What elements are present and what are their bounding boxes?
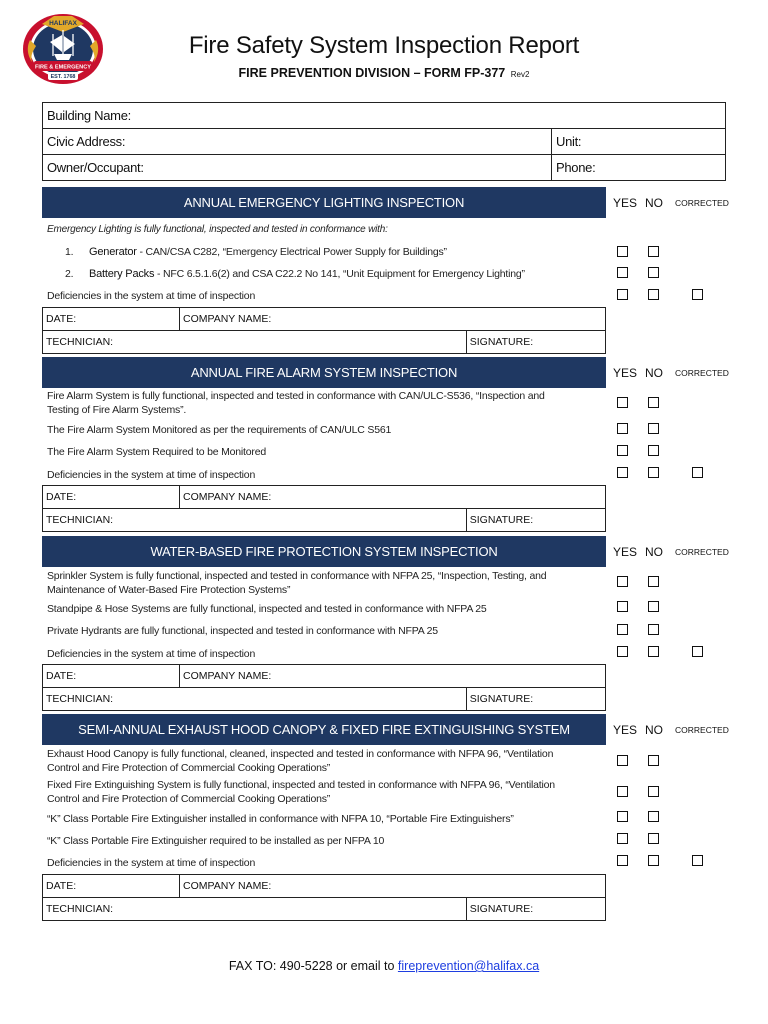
technician-field[interactable]: TECHNICIAN:: [43, 509, 467, 532]
item-number: 1.: [65, 246, 74, 258]
item-text: - NFC 6.5.1.6(2) and CSA C22.2 No 141, “Unit Equipment for Emergency Lighting”: [154, 268, 525, 280]
yes-checkbox[interactable]: [617, 576, 628, 587]
yes-checkbox[interactable]: [617, 646, 628, 657]
no-checkbox[interactable]: [648, 646, 659, 657]
signoff-table: [42, 307, 606, 354]
fax-text: FAX TO: 490-5228 or email to: [228, 959, 398, 973]
item-number: 2.: [65, 268, 74, 280]
section-title: WATER-BASED FIRE PROTECTION SYSTEM INSPECTION: [42, 536, 606, 567]
no-checkbox[interactable]: [648, 811, 659, 822]
section-title: ANNUAL FIRE ALARM SYSTEM INSPECTION: [42, 357, 606, 388]
no-checkbox[interactable]: [648, 576, 659, 587]
deficiency-row: Deficiencies in the system at time of inspection: [47, 290, 256, 302]
corrected-header: CORRECTED: [675, 725, 729, 735]
corrected-checkbox[interactable]: [692, 289, 703, 300]
date-field[interactable]: DATE:: [43, 486, 180, 509]
deficiency-row: Deficiencies in the system at time of inspection: [47, 469, 256, 481]
checklist-item: The Fire Alarm System Required to be Monitored: [47, 446, 266, 458]
logo-est-text: EST. 1768: [50, 74, 76, 80]
no-checkbox[interactable]: [648, 833, 659, 844]
company-name-field[interactable]: COMPANY NAME:: [180, 875, 606, 898]
item-line: Exhaust Hood Canopy is fully functional, cleaned, inspected and tested in conformance with NFPA 96, “Ventilation: [47, 748, 554, 760]
date-field[interactable]: DATE:: [43, 875, 180, 898]
logo-top-text: HALIFAX: [49, 20, 77, 27]
section-title: ANNUAL EMERGENCY LIGHTING INSPECTION: [42, 187, 606, 218]
section-title: SEMI-ANNUAL EXHAUST HOOD CANOPY & FIXED FIRE EXTINGUISHING SYSTEM: [42, 714, 606, 745]
logo-band-text: FIRE & EMERGENCY: [35, 64, 91, 71]
checklist-item: [47, 778, 607, 806]
yes-header: YES: [613, 723, 638, 737]
item-line: Control and Fire Protection of Commercial Cooking Operations”: [47, 762, 331, 774]
yes-checkbox[interactable]: [617, 267, 628, 278]
no-header: NO: [645, 366, 663, 380]
corrected-checkbox[interactable]: [692, 855, 703, 866]
no-checkbox[interactable]: [648, 601, 659, 612]
corrected-header: CORRECTED: [675, 547, 729, 557]
yes-checkbox[interactable]: [617, 624, 628, 635]
signoff-table: [42, 485, 606, 532]
item-line: Maintenance of Water-Based Fire Protection Systems”: [47, 584, 291, 596]
no-checkbox[interactable]: [648, 855, 659, 866]
checklist-item: [47, 389, 607, 417]
checklist-item: [47, 267, 607, 281]
deficiency-row: Deficiencies in the system at time of inspection: [47, 648, 256, 660]
yes-checkbox[interactable]: [617, 601, 628, 612]
phone-field[interactable]: Phone:: [552, 155, 726, 181]
checklist-item: Standpipe & Hose Systems are fully functional, inspected and tested in conformance with NFPA 25: [47, 603, 487, 615]
yes-checkbox[interactable]: [617, 811, 628, 822]
yes-checkbox[interactable]: [617, 445, 628, 456]
no-checkbox[interactable]: [648, 467, 659, 478]
company-name-field[interactable]: COMPANY NAME:: [180, 308, 606, 331]
technician-field[interactable]: TECHNICIAN:: [43, 898, 467, 921]
yes-checkbox[interactable]: [617, 855, 628, 866]
signoff-table: [42, 874, 606, 921]
checklist-item: The Fire Alarm System Monitored as per the requirements of CAN/ULC S561: [47, 424, 392, 436]
no-checkbox[interactable]: [648, 397, 659, 408]
item-line: Testing of Fire Alarm Systems”.: [47, 404, 187, 416]
page-title: Fire Safety System Inspection Report: [188, 32, 580, 59]
yes-checkbox[interactable]: [617, 786, 628, 797]
form-revision: Rev2: [510, 70, 530, 79]
yes-checkbox[interactable]: [617, 246, 628, 257]
signature-field[interactable]: SIGNATURE:: [466, 688, 605, 711]
yes-checkbox[interactable]: [617, 423, 628, 434]
no-checkbox[interactable]: [648, 755, 659, 766]
checklist-item: “K” Class Portable Fire Extinguisher required to be installed as per NFPA 10: [47, 835, 385, 847]
yes-header: YES: [613, 366, 638, 380]
unit-field[interactable]: Unit:: [552, 129, 726, 155]
item-bold: Generator: [89, 246, 137, 258]
form-subtitle: [110, 66, 658, 80]
date-field[interactable]: DATE:: [43, 308, 180, 331]
building-name-field[interactable]: Building Name:: [43, 103, 726, 129]
checklist-item: [47, 569, 607, 597]
signoff-table: [42, 664, 606, 711]
section-intro: Emergency Lighting is fully functional, inspected and tested in conformance with:: [47, 224, 388, 235]
corrected-header: CORRECTED: [675, 368, 729, 378]
halifax-fire-logo-icon: [20, 12, 106, 86]
no-checkbox[interactable]: [648, 246, 659, 257]
no-header: NO: [645, 545, 663, 559]
corrected-checkbox[interactable]: [692, 467, 703, 478]
yes-header: YES: [613, 196, 638, 210]
yes-checkbox[interactable]: [617, 289, 628, 300]
date-field[interactable]: DATE:: [43, 665, 180, 688]
checklist-item: Private Hydrants are fully functional, inspected and tested in conformance with NFPA 25: [47, 625, 438, 637]
no-header: NO: [645, 723, 663, 737]
yes-checkbox[interactable]: [617, 755, 628, 766]
technician-field[interactable]: TECHNICIAN:: [43, 331, 467, 354]
item-line: Fixed Fire Extinguishing System is fully functional, inspected and tested in conformance with NFPA 96, “Ventilation: [47, 779, 555, 791]
company-name-field[interactable]: COMPANY NAME:: [180, 486, 606, 509]
checklist-item: [47, 747, 607, 775]
corrected-checkbox[interactable]: [692, 646, 703, 657]
item-line: Sprinkler System is fully functional, inspected and tested in conformance with NFPA 25, “Inspection, Testing, and: [47, 570, 547, 582]
footer-contact: [0, 959, 768, 973]
no-checkbox[interactable]: [648, 267, 659, 278]
no-header: NO: [645, 196, 663, 210]
item-line: Fire Alarm System is fully functional, inspected and tested in conformance with CAN/ULC-S536, “Inspection and: [47, 390, 545, 402]
item-line: Control and Fire Protection of Commercial Cooking Operations”: [47, 793, 331, 805]
company-name-field[interactable]: COMPANY NAME:: [180, 665, 606, 688]
yes-checkbox[interactable]: [617, 397, 628, 408]
item-text: - CAN/CSA C282, “Emergency Electrical Power Supply for Buildings”: [136, 246, 447, 258]
yes-checkbox[interactable]: [617, 833, 628, 844]
building-info-table: [42, 102, 726, 181]
no-checkbox[interactable]: [648, 423, 659, 434]
signature-field[interactable]: SIGNATURE:: [466, 331, 605, 354]
checklist-item: “K” Class Portable Fire Extinguisher installed in conformance with NFPA 10, “Portable Fire Extinguishers”: [47, 813, 514, 825]
technician-field[interactable]: TECHNICIAN:: [43, 688, 467, 711]
signature-field[interactable]: SIGNATURE:: [466, 509, 605, 532]
corrected-header: CORRECTED: [675, 198, 729, 208]
yes-checkbox[interactable]: [617, 467, 628, 478]
yes-header: YES: [613, 545, 638, 559]
civic-address-field[interactable]: Civic Address:: [43, 129, 552, 155]
no-checkbox[interactable]: [648, 624, 659, 635]
no-checkbox[interactable]: [648, 445, 659, 456]
signature-field[interactable]: SIGNATURE:: [466, 898, 605, 921]
no-checkbox[interactable]: [648, 786, 659, 797]
checklist-item: [47, 245, 607, 259]
no-checkbox[interactable]: [648, 289, 659, 300]
owner-occupant-field[interactable]: Owner/Occupant:: [43, 155, 552, 181]
email-link[interactable]: fireprevention@halifax.ca: [397, 959, 540, 973]
deficiency-row: Deficiencies in the system at time of inspection: [47, 857, 256, 869]
form-subtitle-text: FIRE PREVENTION DIVISION – FORM FP-377: [238, 66, 506, 80]
item-bold: Battery Packs: [89, 268, 155, 280]
